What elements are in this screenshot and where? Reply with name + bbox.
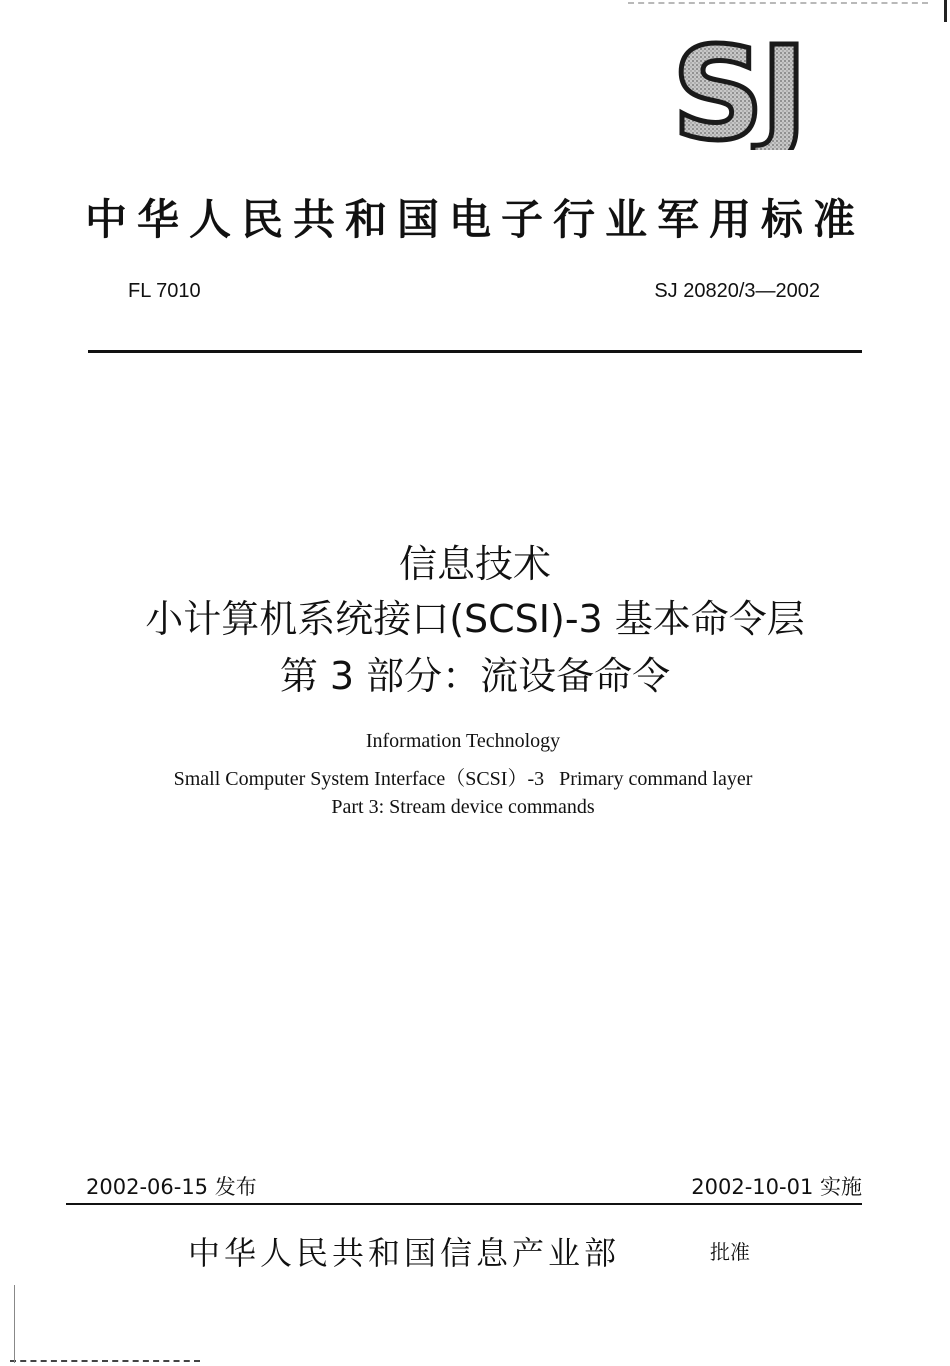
scan-dash-bottom — [10, 1360, 200, 1362]
standard-series-title: 中华人民共和国电子行业军用标准 — [84, 195, 865, 244]
title-cn-line2: 小计算机系统接口(SCSI)-3 基本命令层 — [145, 597, 805, 641]
footer-rule — [66, 1203, 862, 1205]
header-rule — [88, 350, 862, 353]
title-cn-line1: 信息技术 — [398, 542, 551, 586]
title-en-line1: Information Technology — [365, 730, 561, 752]
issuing-authority: 中华人民共和国信息产业部 — [188, 1234, 621, 1272]
classification-code: FL 7010 — [128, 280, 201, 302]
effective-date: 2002-10-01 实施 — [691, 1175, 862, 1199]
title-en-line2: Small Computer System Interface（SCSI）-3 Primary command layer — [173, 768, 753, 790]
scan-edge-mark — [944, 0, 947, 22]
scan-dash-top — [628, 2, 928, 4]
sj-logo — [668, 28, 848, 150]
title-cn-line3: 第 3 部分：流设备命令 — [279, 654, 671, 698]
scan-edge-line — [14, 1285, 15, 1363]
standard-number: SJ 20820/3—2002 — [654, 280, 820, 302]
title-en-line3: Part 3: Stream device commands — [331, 796, 595, 818]
approval-label: 批准 — [710, 1240, 750, 1264]
issue-date: 2002-06-15 发布 — [86, 1175, 257, 1199]
sj-logo-text: SJ — [672, 28, 804, 150]
